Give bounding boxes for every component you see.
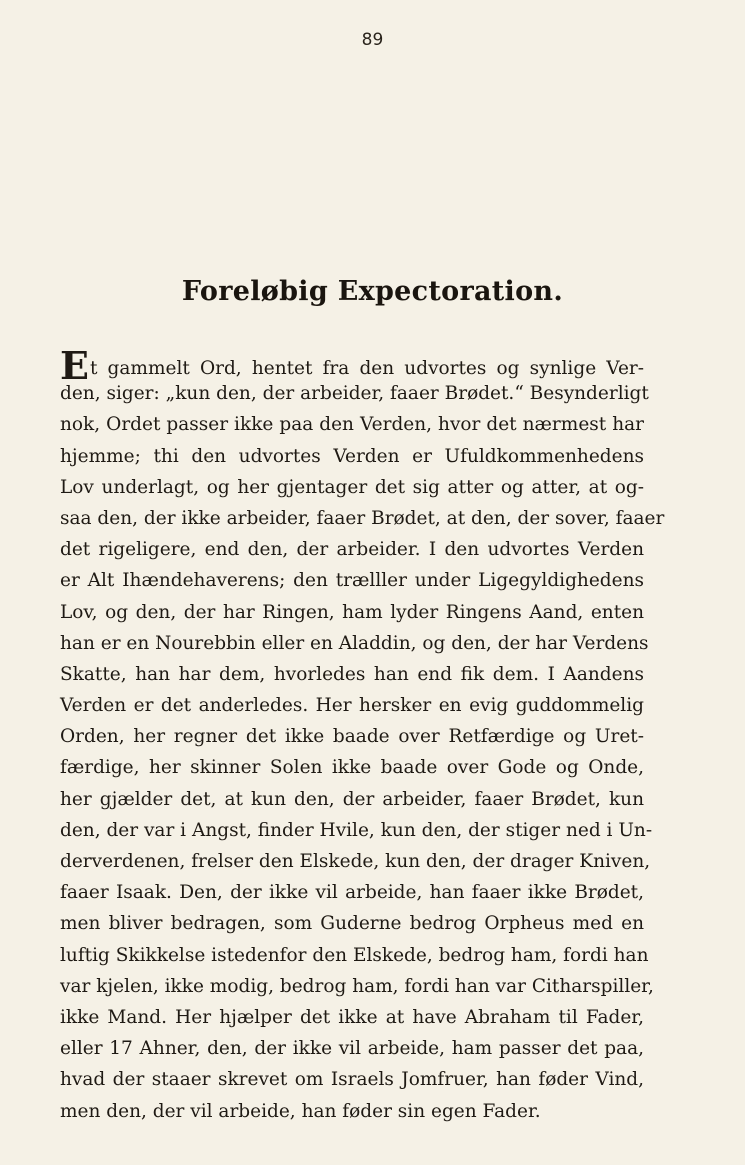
text-line: Orden, her regner det ikke baade over Retfærdige og Uret- [60,726,644,748]
text-line: luftig Skikkelse istedenfor den Elskede, bedrog ham, fordi han [60,944,649,966]
text-line: faaer Isaak. Den, der ikke vil arbeide, han faaer ikke Brødet, [60,882,644,904]
text-line: men den, der vil arbeide, han føder sin egen Fader. [60,1100,541,1122]
text-line: Verden er det anderledes. Her hersker en evig guddommelig [60,695,644,717]
body-text [60,343,665,1127]
text-line: færdige, her skinner Solen ikke baade over Gode og Onde, [60,757,644,779]
text-line: derverdenen, frelser den Elskede, kun den, der drager Kniven, [60,851,651,872]
text-line: saa den, der ikke arbeider, faaer Brødet, at den, der sover, faaer [60,507,665,529]
text-line: her gjælder det, at kun den, der arbeider, faaer Brødet, kun [60,788,644,810]
text-line: men bliver bedragen, som Guderne bedrog Orpheus med en [60,913,644,935]
text-line: eller 17 Ahner, den, der ikke vil arbeide, ham passer det paa, [60,1038,644,1060]
text-line: den, der var i Angst, finder Hvile, kun den, der stiger ned i Un- [60,819,653,841]
text-line: hvad der staaer skrevet om Israels Jomfruer, han føder Vind, [60,1069,644,1091]
page-number: 89 [361,30,384,50]
text-line: Skatte, han har dem, hvorledes han end fik dem. I Aandens [60,663,644,685]
text-line: hjemme; thi den udvortes Verden er Ufuldkommenhedens [60,445,644,467]
text-line-content: t gammelt Ord, hentet fra den udvortes og synlige Ver- [89,358,644,379]
text-line: Lov underlagt, og her gjentager det sig atter og atter, at og- [60,476,644,498]
text-line: den, siger: „kun den, der arbeider, faaer Brødet.“ Besynderligt [60,383,649,405]
text-line [60,343,644,388]
text-line: ikke Mand. Her hjælper det ikke at have Abraham til Fader, [60,1006,644,1028]
text-line: det rigeligere, end den, der arbeider. I den udvortes Verden [60,539,644,561]
text-line: var kjelen, ikke modig, bedrog ham, fordi han var Citharspiller, [60,975,654,997]
text-line: Lov, og den, der har Ringen, ham lyder Ringens Aand, enten [60,601,644,623]
text-line: nok, Ordet passer ikke paa den Verden, hvor det nærmest har [60,414,644,436]
text-line: han er en Nourebbin eller en Aladdin, og den, der har Verdens [60,632,649,654]
chapter-title: Foreløbig Expectoration. [181,276,564,307]
drop-cap: E [60,343,89,388]
text-line: er Alt Ihændehaverens; den trælller under Ligegyldighedens [60,570,644,592]
